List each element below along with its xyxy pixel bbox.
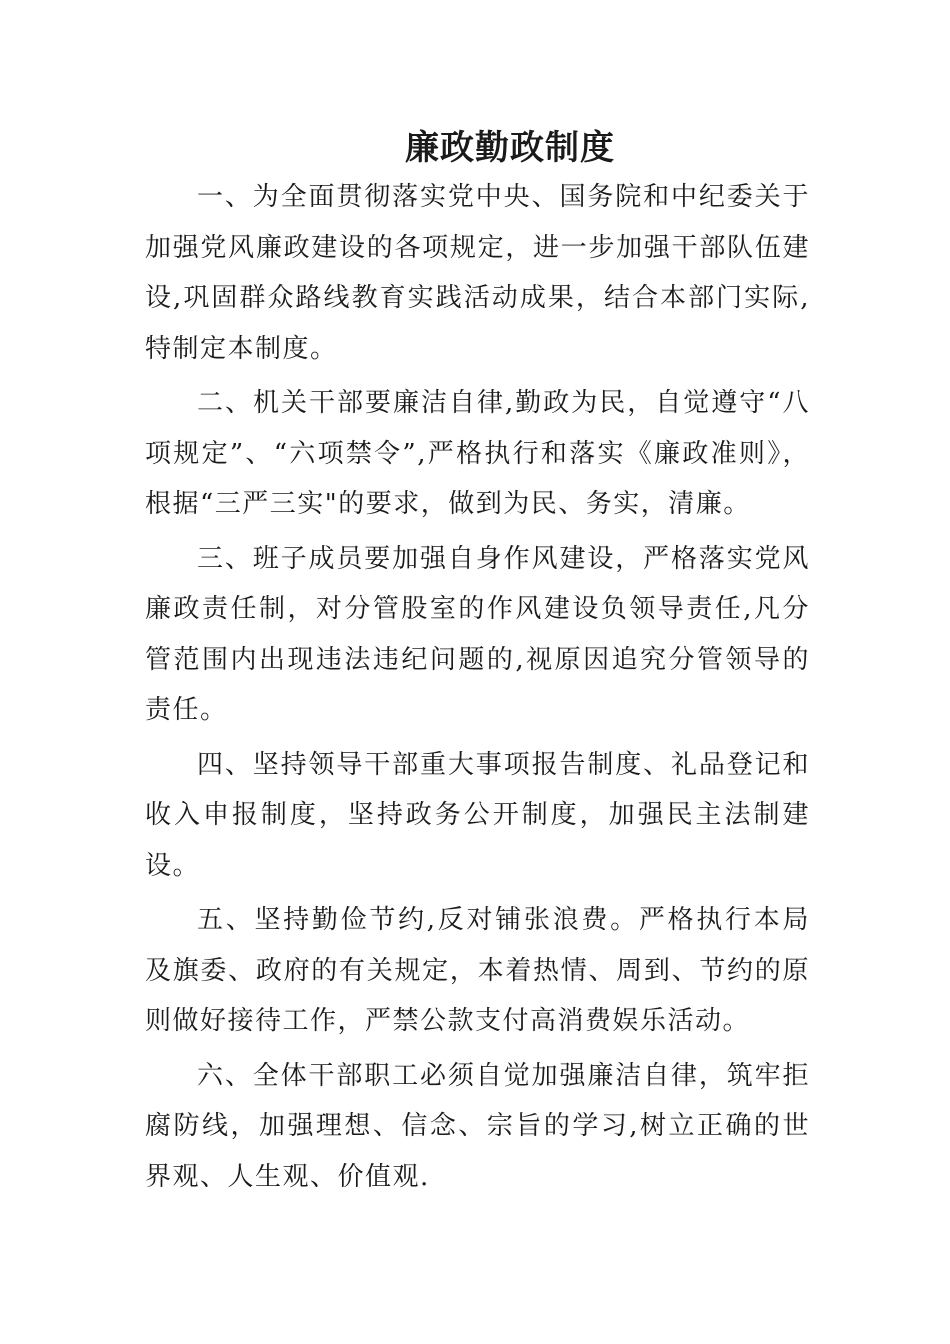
paragraph-4: 四、坚持领导干部重大事项报告制度、礼品登记和收入申报制度，坚持政务公开制度，加强民主法制建设。 [145,749,810,881]
paragraph-2: 二、机关干部要廉洁自律,勤政为民，自觉遵守“八项规定”、“六项禁令”,严格执行和落实《廉政准则》，根据“三严三实"的要求，做到为民、务实，清廉。 [145,388,810,519]
page-title: 廉政勤政制度 [405,128,615,168]
paragraph-3: 三、班子成员要加强自身作风建设，严格落实党风廉政责任制，对分管股室的作风建设负领导责任,凡分管范围内出现违法违纪问题的,视原因追究分管领导的责任。 [145,543,810,725]
document-body [145,172,810,1206]
paragraph-5: 五、坚持勤俭节约,反对铺张浪费。严格执行本局及旗委、政府的有关规定，本着热情、周到、节约的原则做好接待工作，严禁公款支付高消费娱乐活动。 [145,905,810,1036]
paragraph-6: 六、全体干部职工必须自觉加强廉洁自律，筑牢拒腐防线，加强理想、信念、宗旨的学习,树立正确的世界观、人生观、价值观. [145,1060,810,1192]
paragraph-1: 一、为全面贯彻落实党中央、国务院和中纪委关于加强党风廉政建设的各项规定，进一步加强干部队伍建设,巩固群众路线教育实践活动成果，结合本部门实际,特制定本制度。 [145,182,810,364]
